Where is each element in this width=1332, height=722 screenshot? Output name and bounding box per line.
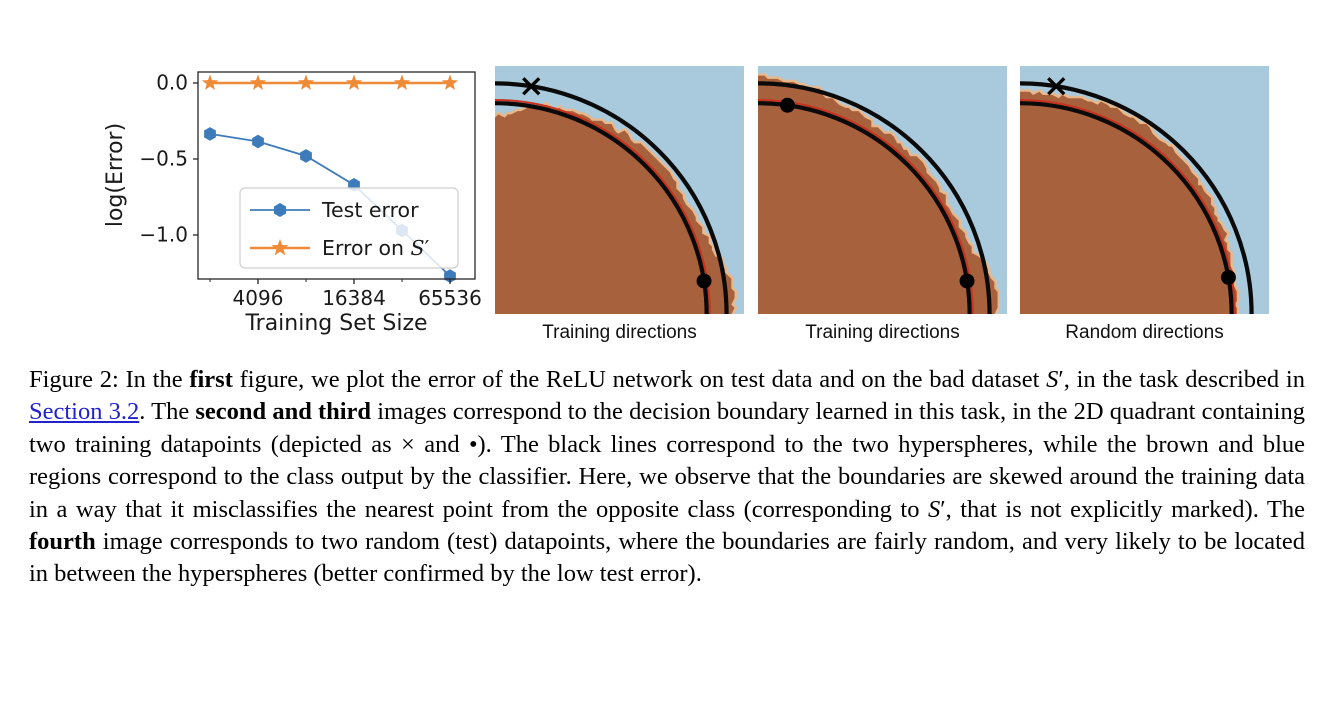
section-3-2-link[interactable]: Section 3.2 [29, 398, 140, 426]
legend-entry: Test error [322, 198, 419, 222]
caption-text: image corresponds to two random (test) datapoints, where the boundaries are fairly random, and very likely to be located in between the hyperspheres (better confirmed by the low test error). [29, 528, 1305, 588]
dot-marker [960, 274, 975, 289]
caption-text: ′ [940, 495, 946, 523]
caption-math: S [927, 495, 941, 523]
caption-text: Figure 2: In the [29, 366, 190, 393]
star-marker [346, 74, 362, 90]
decision-boundary-svg [758, 66, 1007, 314]
caption-text: . The [139, 398, 196, 426]
star-marker [250, 74, 266, 90]
caption-bold: second and third [195, 398, 372, 426]
panel-label-1: Training directions [542, 322, 697, 343]
caption-text: , that is not explicitly marked). The [945, 495, 1305, 523]
hexagon-marker [252, 135, 264, 149]
hexagon-marker [300, 149, 312, 163]
legend-entry: Error on S′ [322, 236, 430, 260]
decision-boundary-svg [495, 66, 744, 314]
x-axis-label: Training Set Size [245, 311, 428, 336]
error-chart [100, 42, 490, 352]
decision-boundary-panel-3 [1020, 66, 1269, 314]
panel-label-3: Random directions [1065, 322, 1224, 343]
dot-marker [697, 274, 712, 289]
caption-bold: fourth [29, 528, 96, 556]
svg-text:0.0: 0.0 [156, 70, 188, 95]
decision-boundary-panel-1 [495, 66, 744, 314]
caption-text: , in the task described in [1063, 366, 1305, 393]
svg-text:−0.5: −0.5 [139, 146, 188, 171]
s-prime-series [202, 74, 458, 90]
panel-label-2: Training directions [805, 322, 960, 343]
caption-math: S [1046, 366, 1059, 393]
caption-text: images correspond to the decision boundary learned in this task, in the 2D quadrant containing two training datapoints (depicted as × and •). The black lines correspond to the two hyperspheres, while the brown and blue regions correspond to the class output by the classifier. Here, we observe that the boundaries are skewed around the training data in a way that it misclassifies the nearest point from the opposite class (corresponding to [29, 398, 1305, 523]
dot-marker [780, 98, 795, 113]
decision-boundary-svg [1020, 66, 1269, 314]
decision-boundary-panel-2 [758, 66, 1007, 314]
hexagon-marker [204, 127, 216, 141]
dot-marker [1221, 270, 1236, 285]
svg-text:65536: 65536 [418, 286, 482, 310]
star-marker [202, 74, 218, 90]
svg-text:4096: 4096 [232, 286, 284, 310]
caption-text: ′ [1058, 366, 1064, 393]
caption-bold: first [189, 366, 233, 393]
star-marker [298, 74, 314, 90]
error-chart-svg [100, 42, 490, 352]
legend [240, 188, 458, 268]
svg-text:16384: 16384 [322, 286, 386, 310]
figure-caption [29, 364, 1305, 591]
caption-text: figure, we plot the error of the ReLU network on test data and on the bad dataset [232, 366, 1047, 393]
star-marker [394, 74, 410, 90]
y-axis-label: log(Error) [103, 122, 128, 228]
svg-text:−1.0: −1.0 [139, 222, 188, 247]
star-marker [442, 74, 458, 90]
